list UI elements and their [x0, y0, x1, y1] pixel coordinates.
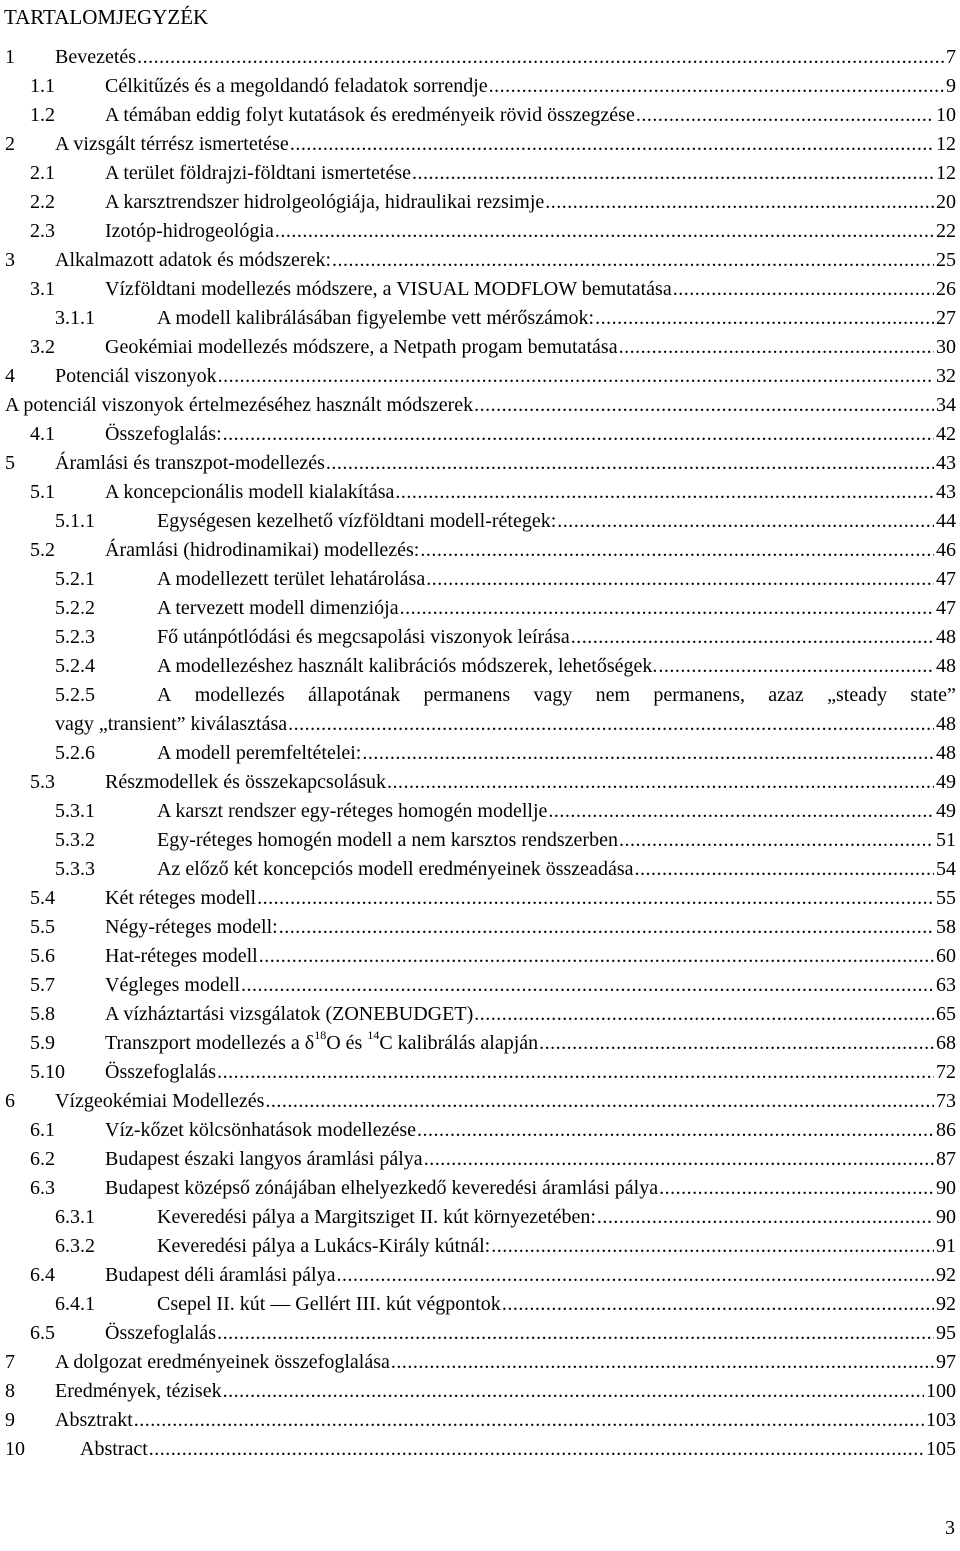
toc-entry-number: 6 — [5, 1090, 15, 1112]
toc-entry-page: 65 — [936, 1003, 956, 1025]
toc-entry-title: A modellezett terület lehatárolása — [157, 568, 426, 590]
toc-entry-title: Keveredési pálya a Margitsziget II. kút környezetében: — [157, 1206, 596, 1228]
toc-leader-dots — [619, 335, 934, 359]
toc-entry-number: 3 — [5, 249, 15, 271]
toc-entry-number: 5.5 — [30, 916, 55, 938]
toc-leader-dots — [502, 1292, 934, 1316]
toc-entry-page: 92 — [936, 1293, 956, 1315]
toc-entry-number: 3.1.1 — [55, 307, 95, 329]
toc-entry-number: 5.2.2 — [55, 597, 95, 619]
toc-leader-dots — [474, 1002, 934, 1026]
toc-entry-number: 5.2.1 — [55, 568, 95, 590]
toc-entry-page: 91 — [936, 1235, 956, 1257]
toc-leader-dots — [257, 886, 934, 910]
toc-entry-page: 51 — [936, 829, 956, 851]
toc-entry-number: 5.1.1 — [55, 510, 95, 532]
toc-leader-dots — [332, 248, 934, 272]
toc-leader-dots — [417, 1118, 934, 1142]
toc-entry-page: 95 — [936, 1322, 956, 1344]
toc-leader-dots — [557, 509, 934, 533]
toc-entry-number: 10 — [5, 1438, 25, 1460]
toc-entry-number: 5.4 — [30, 887, 55, 909]
toc-entry-number: 5.2.6 — [55, 742, 95, 764]
page-number: 3 — [945, 1517, 955, 1539]
toc-leader-dots — [387, 770, 934, 794]
toc-entry-page: 54 — [936, 858, 956, 880]
toc-entry-number: 6.4.1 — [55, 1293, 95, 1315]
toc-entry-page: 90 — [936, 1206, 956, 1228]
toc-leader-dots — [545, 190, 934, 214]
toc-leader-dots — [288, 712, 934, 736]
toc-entry-number: 9 — [5, 1409, 15, 1431]
toc-leader-dots — [265, 1089, 934, 1113]
toc-entry-page: 12 — [936, 133, 956, 155]
toc-leader-dots — [595, 306, 934, 330]
toc-entry-number: 5.10 — [30, 1061, 65, 1083]
toc-leader-dots — [400, 596, 934, 620]
toc-entry-page: 32 — [936, 365, 956, 387]
toc-entry-title: Célkitűzés és a megoldandó feladatok sorrendje — [105, 75, 488, 97]
toc-leader-dots — [634, 857, 934, 881]
toc-title: TARTALOMJEGYZÉK — [4, 5, 209, 29]
toc-entry-number: 5.3.3 — [55, 858, 95, 880]
toc-entry-page: 87 — [936, 1148, 956, 1170]
toc-entry-page: 42 — [936, 423, 956, 445]
toc-entry-title: Geokémiai modellezés módszere, a Netpath progam bemutatása — [105, 336, 618, 358]
toc-entry-page: 73 — [936, 1090, 956, 1112]
toc-entry-title: Budapest északi langyos áramlási pálya — [105, 1148, 423, 1170]
toc-entry-title: Potenciál viszonyok — [55, 365, 217, 387]
toc-entry-title: Transzport modellezés a $\delta^{18}O$ és $^{14}$C kalibrálás alapján — [105, 1028, 539, 1054]
toc-entry-title: A potenciál viszonyok értelmezéséhez használt módszerek — [5, 394, 474, 416]
toc-entry-page: 22 — [936, 220, 956, 242]
toc-entry-title: A modellezés állapotának permanens vagy nem permanens, azaz „steady state” — [157, 684, 956, 706]
toc-leader-dots — [275, 219, 934, 243]
toc-entry-title: Egységesen kezelhető vízföldtani modell-rétegek: — [157, 510, 557, 532]
toc-entry-title: A karsztrendszer hidrolgeológiája, hidraulikai rezsimje — [105, 191, 545, 213]
toc-leader-dots — [391, 1350, 934, 1374]
toc-entry-number: 2.2 — [30, 191, 55, 213]
toc-entry-number: 4.1 — [30, 423, 55, 445]
toc-entry-page: 63 — [936, 974, 956, 996]
toc-entry-title: Az előző két koncepciós modell eredményeinek összeadása — [157, 858, 634, 880]
toc-entry-title: Végleges modell — [105, 974, 240, 996]
toc-leader-dots — [259, 944, 934, 968]
toc-entry-title: A vízháztartási vizsgálatok (ZONEBUDGET) — [105, 1003, 474, 1025]
toc-entry-number: 5.3.1 — [55, 800, 95, 822]
toc-entry-title: Vízgeokémiai Modellezés — [55, 1090, 265, 1112]
toc-leader-dots — [539, 1031, 934, 1055]
toc-entry-page: 12 — [936, 162, 956, 184]
toc-leader-dots — [673, 277, 934, 301]
toc-entry-title: Bevezetés — [55, 46, 137, 68]
toc-entry-page: 97 — [936, 1351, 956, 1373]
toc-leader-dots — [619, 828, 934, 852]
toc-entry-title: Áramlási (hidrodinamikai) modellezés: — [105, 539, 420, 561]
toc-entry-title: Budapest középső zónájában elhelyezkedő keveredési áramlási pálya — [105, 1177, 659, 1199]
toc-entry-page: 55 — [936, 887, 956, 909]
toc-entry-title: Absztrakt — [55, 1409, 133, 1431]
toc-entry-page: 48 — [936, 655, 956, 677]
toc-leader-dots — [597, 1205, 934, 1229]
toc-entry-page: 103 — [926, 1409, 956, 1431]
toc-leader-dots — [489, 74, 944, 98]
toc-entry-title: Keveredési pálya a Lukács-Király kútnál: — [157, 1235, 491, 1257]
toc-entry-title: Összefoglalás — [105, 1061, 217, 1083]
toc-entry-title: Összefoglalás — [105, 1322, 217, 1344]
toc-leader-dots — [491, 1234, 934, 1258]
toc-entry-number: 6.3 — [30, 1177, 55, 1199]
toc-entry-number: 4 — [5, 365, 15, 387]
toc-entry-page: 10 — [936, 104, 956, 126]
toc-entry-number: 7 — [5, 1351, 15, 1373]
toc-leader-dots — [223, 422, 934, 446]
toc-leader-dots — [362, 741, 934, 765]
toc-entry-number: 6.2 — [30, 1148, 55, 1170]
toc-entry-number: 6.5 — [30, 1322, 55, 1344]
toc-entry-title: Fő utánpótlódási és megcsapolási viszonyok leírása — [157, 626, 570, 648]
toc-entry-number: 2.1 — [30, 162, 55, 184]
toc-entry-number: 5.2.3 — [55, 626, 95, 648]
toc-leader-dots — [326, 451, 934, 475]
toc-entry-title: A modellezéshez használt kalibrációs módszerek, lehetőségek. — [157, 655, 658, 677]
toc-entry-title: Vízföldtani modellezés módszere, a VISUAL MODFLOW bemutatása — [105, 278, 672, 300]
toc-entry-page: 90 — [936, 1177, 956, 1199]
toc-leader-dots — [571, 625, 934, 649]
toc-entry-number: 5.8 — [30, 1003, 55, 1025]
toc-leader-dots — [217, 1060, 934, 1084]
toc-entry-number: 5.2 — [30, 539, 55, 561]
toc-entry-title: Összefoglalás: — [105, 423, 222, 445]
toc-entry-number: 1.1 — [30, 75, 55, 97]
toc-entry-title: Abstract — [80, 1438, 148, 1460]
toc-leader-dots — [658, 654, 934, 678]
toc-entry-number: 3.1 — [30, 278, 55, 300]
toc-entry-page: 68 — [936, 1032, 956, 1054]
toc-entry-page: 49 — [936, 800, 956, 822]
toc-leader-dots — [412, 161, 934, 185]
toc-entry-number: 3.2 — [30, 336, 55, 358]
toc-entry-number: 5.6 — [30, 945, 55, 967]
toc-entry-number: 5 — [5, 452, 15, 474]
toc-leader-dots — [241, 973, 934, 997]
toc-entry-number: 2.3 — [30, 220, 55, 242]
toc-entry-title: A modell kalibrálásában figyelembe vett mérőszámok: — [157, 307, 595, 329]
toc-leader-dots — [137, 45, 944, 69]
toc-entry-number: 5.2.4 — [55, 655, 95, 677]
toc-entry-page: 49 — [936, 771, 956, 793]
toc-entry-page: 44 — [936, 510, 956, 532]
toc-leader-dots — [659, 1176, 934, 1200]
toc-entry-number: 6.4 — [30, 1264, 55, 1286]
toc-entry-page: 9 — [946, 75, 956, 97]
toc-entry-page: 48 — [936, 626, 956, 648]
toc-entry-title: A tervezett modell dimenziója — [157, 597, 399, 619]
toc-entry-title: Víz-kőzet kölcsönhatások modellezése — [105, 1119, 416, 1141]
toc-entry-title: A dolgozat eredményeinek összefoglalása — [55, 1351, 390, 1373]
toc-entry-number: 8 — [5, 1380, 15, 1402]
toc-entry-number: 5.1 — [30, 481, 55, 503]
toc-entry-page: 48 — [936, 713, 956, 735]
toc-entry-page: 47 — [936, 597, 956, 619]
toc-entry-title: Egy-réteges homogén modell a nem karsztos rendszerben — [157, 829, 618, 851]
toc-leader-dots — [149, 1437, 924, 1461]
toc-leader-dots — [424, 1147, 934, 1171]
toc-leader-dots — [290, 132, 934, 156]
toc-entry-title: Két réteges modell — [105, 887, 257, 909]
toc-leader-dots — [474, 393, 934, 417]
toc-entry-page: 25 — [936, 249, 956, 271]
toc-entry-number: 6.3.1 — [55, 1206, 95, 1228]
toc-entry-number: 5.9 — [30, 1032, 55, 1054]
toc-entry-title: Budapest déli áramlási pálya — [105, 1264, 336, 1286]
toc-entry-number: 5.2.5 — [55, 684, 95, 706]
toc-leader-dots — [223, 1379, 924, 1403]
toc-entry-page: 34 — [936, 394, 956, 416]
toc-entry-number: 2 — [5, 133, 15, 155]
toc-leader-dots — [336, 1263, 934, 1287]
toc-entry-title: Hat-réteges modell — [105, 945, 258, 967]
toc-entry-title: Áramlási és transzpot-modellezés — [55, 452, 325, 474]
toc-leader-dots — [134, 1408, 924, 1432]
toc-entry-page: 20 — [936, 191, 956, 213]
toc-entry-title: A terület földrajzi-földtani ismertetése — [105, 162, 411, 184]
toc-leader-dots — [420, 538, 934, 562]
toc-entry-title: A témában eddig folyt kutatások és eredményeik rövid összegzése — [105, 104, 635, 126]
toc-entry-title: Izotóp-hidrogeológia — [105, 220, 274, 242]
toc-entry-page: 100 — [926, 1380, 956, 1402]
toc-entry-page: 47 — [936, 568, 956, 590]
toc-entry-number: 6.1 — [30, 1119, 55, 1141]
toc-entry-page: 30 — [936, 336, 956, 358]
toc-entry-page: 58 — [936, 916, 956, 938]
toc-entry-number: 1 — [5, 46, 15, 68]
toc-entry-page: 48 — [936, 742, 956, 764]
toc-entry-number: 1.2 — [30, 104, 55, 126]
toc-entry-title: Eredmények, tézisek — [55, 1380, 222, 1402]
toc-leader-dots — [636, 103, 934, 127]
toc-entry-page: 46 — [936, 539, 956, 561]
toc-entry-number: 5.7 — [30, 974, 55, 996]
toc-entry-number: 5.3 — [30, 771, 55, 793]
toc-entry-title: A modell peremfeltételei: — [157, 742, 362, 764]
toc-entry-page: 105 — [926, 1438, 956, 1460]
toc-entry-title: Csepel II. kút — Gellért III. kút végpontok — [157, 1293, 501, 1315]
toc-entry-page: 72 — [936, 1061, 956, 1083]
toc-entry-page: 92 — [936, 1264, 956, 1286]
toc-entry-page: 60 — [936, 945, 956, 967]
toc-entry-title: A karszt rendszer egy-réteges homogén modellje — [157, 800, 548, 822]
toc-entry-title: Alkalmazott adatok és módszerek: — [55, 249, 332, 271]
toc-entry-title: A vizsgált térrész ismertetése — [55, 133, 289, 155]
toc-entry-page: 43 — [936, 452, 956, 474]
toc-entry-number: 5.3.2 — [55, 829, 95, 851]
toc-entry-page: 26 — [936, 278, 956, 300]
toc-leader-dots — [395, 480, 934, 504]
toc-entry-number: 6.3.2 — [55, 1235, 95, 1257]
toc-entry-title: Négy-réteges modell: — [105, 916, 278, 938]
toc-entry-page: 86 — [936, 1119, 956, 1141]
toc-leader-dots — [279, 915, 934, 939]
toc-entry-page: 7 — [946, 46, 956, 68]
toc-leader-dots — [218, 364, 934, 388]
toc-leader-dots — [217, 1321, 934, 1345]
toc-entry-page: 27 — [936, 307, 956, 329]
toc-entry-title: vagy „transient” kiválasztása — [55, 713, 288, 735]
toc-leader-dots — [426, 567, 934, 591]
toc-leader-dots — [548, 799, 934, 823]
toc-entry-page: 43 — [936, 481, 956, 503]
toc-entry-title: Részmodellek és összekapcsolásuk — [105, 771, 387, 793]
toc-entry-title: A koncepcionális modell kialakítása — [105, 481, 395, 503]
